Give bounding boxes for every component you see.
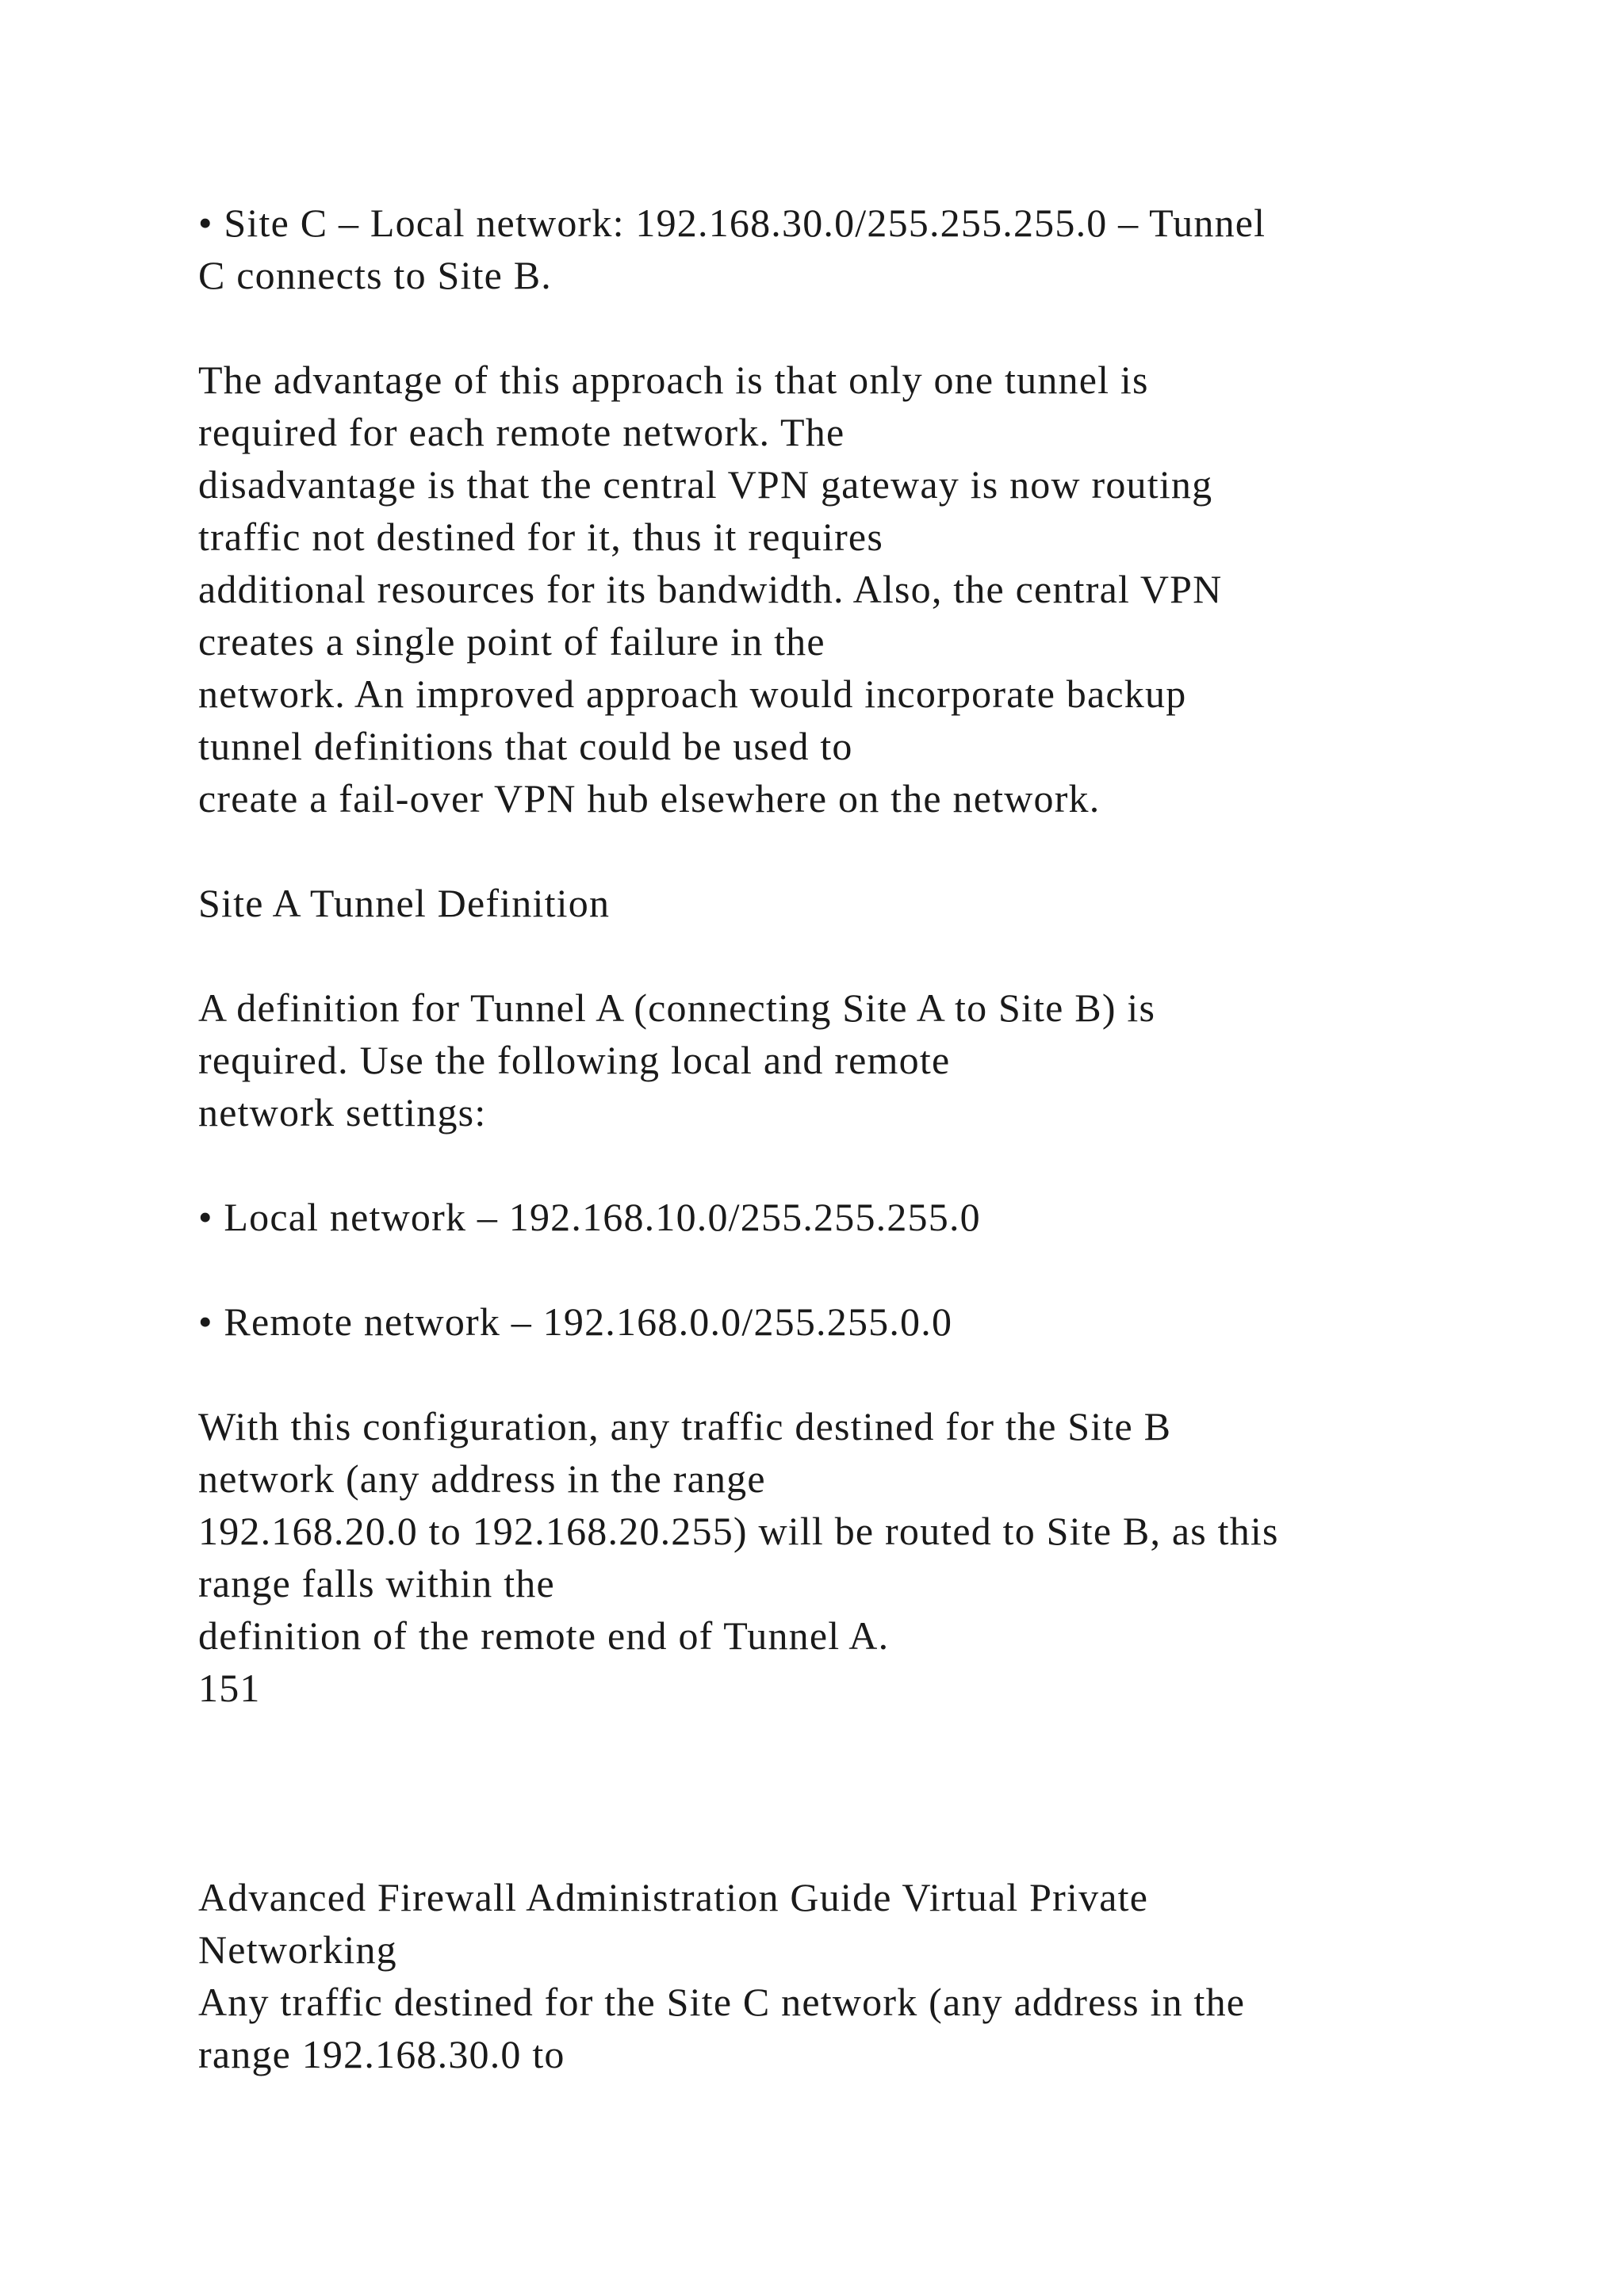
text-line: Networking: [198, 1927, 397, 1972]
section-heading: Site A Tunnel Definition: [198, 881, 611, 925]
text-line: With this configuration, any traffic destined for the Site B: [198, 1404, 1172, 1448]
text-line: required for each remote network. The: [198, 410, 845, 454]
text-line: Any traffic destined for the Site C network (any address in the: [198, 1980, 1246, 2024]
text-line: required. Use the following local and remote: [198, 1038, 951, 1082]
text-line: network settings:: [198, 1090, 487, 1135]
text-line: definition of the remote end of Tunnel A.: [198, 1613, 890, 1658]
text-line: C connects to Site B.: [198, 253, 553, 297]
text-line: range falls within the: [198, 1561, 555, 1605]
text-line: creates a single point of failure in the: [198, 619, 825, 664]
bullet-remote-network: • Remote network – 192.168.0.0/255.255.0.0: [198, 1299, 953, 1344]
text-line: tunnel definitions that could be used to: [198, 724, 853, 768]
text-line: disadvantage is that the central VPN gateway is now routing: [198, 462, 1213, 507]
text-line: create a fail-over VPN hub elsewhere on the network.: [198, 776, 1101, 821]
text-line: Advanced Firewall Administration Guide Virtual Private: [198, 1875, 1149, 1919]
text-line: The advantage of this approach is that only one tunnel is: [198, 358, 1149, 402]
running-header: [198, 1871, 1499, 1976]
paragraph-tunnel-a: [198, 982, 1499, 1138]
paragraph-site-c-traffic: [198, 1976, 1499, 2080]
text-line: network (any address in the range: [198, 1456, 766, 1501]
text-line: A definition for Tunnel A (connecting Site A to Site B) is: [198, 985, 1156, 1030]
paragraph-site-c: [198, 197, 1499, 301]
bullet-local-network: • Local network – 192.168.10.0/255.255.255.0: [198, 1195, 981, 1239]
text-line: traffic not destined for it, thus it requires: [198, 515, 883, 559]
page-number: 151: [198, 1666, 261, 1710]
text-line: 192.168.20.0 to 192.168.20.255) will be routed to Site B, as this: [198, 1509, 1279, 1553]
text-line: range 192.168.30.0 to: [198, 2032, 565, 2076]
text-line: additional resources for its bandwidth. Also, the central VPN: [198, 567, 1223, 611]
body-text: [198, 197, 1499, 2080]
text-line: network. An improved approach would incorporate backup: [198, 672, 1187, 716]
paragraph-advantage: [198, 354, 1499, 825]
text-line: • Site C – Local network: 192.168.30.0/255.255.255.0 – Tunnel: [198, 201, 1266, 245]
paragraph-configuration: [198, 1400, 1499, 1662]
